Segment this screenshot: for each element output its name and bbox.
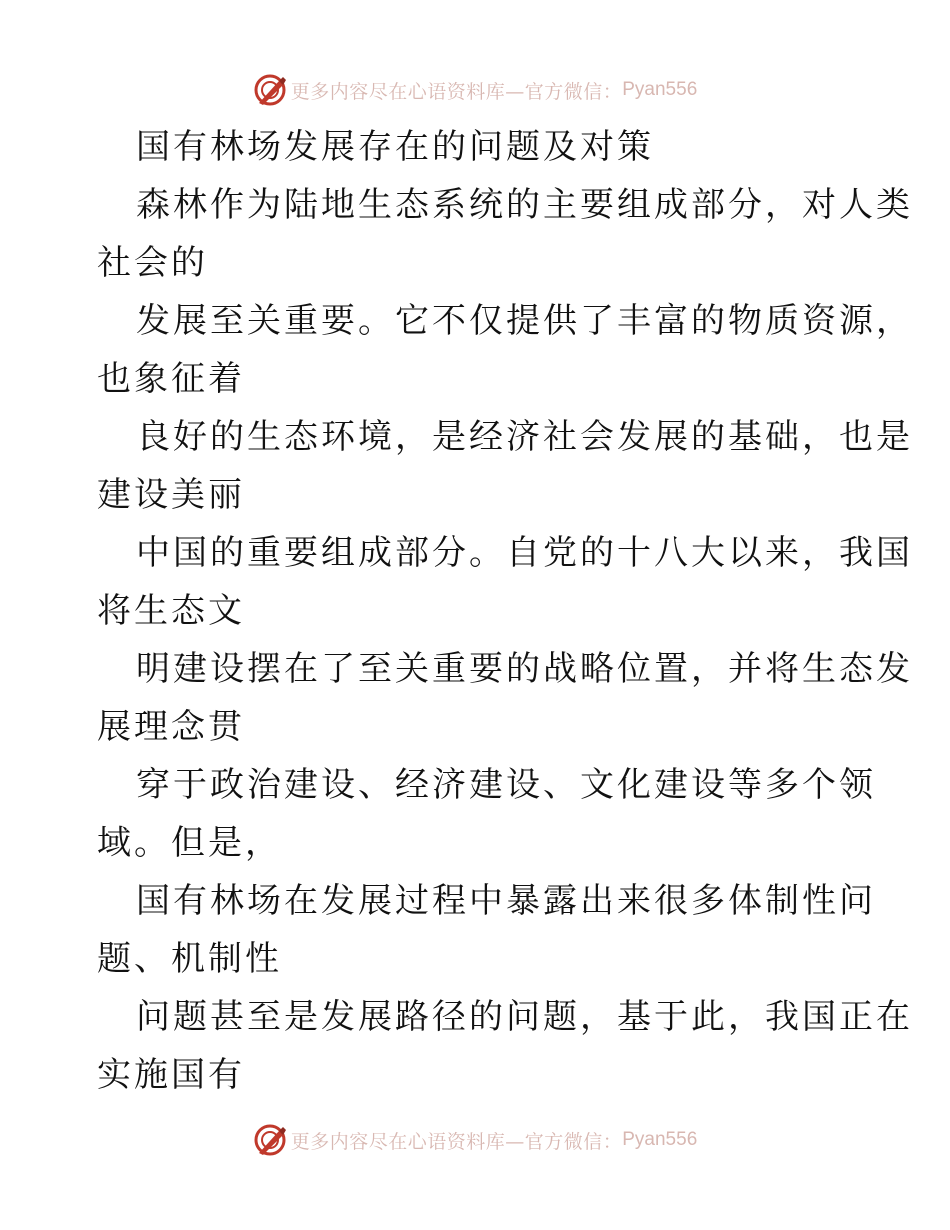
red-pen-logo-icon	[253, 73, 287, 107]
text-line: 穿于政治建设、经济建设、文化建设等多个领	[136, 765, 876, 805]
text-line: 社会的	[97, 243, 208, 283]
text-line: 实施国有	[97, 1055, 245, 1095]
text-line: 题、机制性	[97, 939, 282, 979]
banner-wechat-id: Pyan556	[622, 79, 698, 100]
banner-text: 更多内容尽在心语资料库—官方微信：	[290, 1130, 623, 1153]
text-line: 域。但是，	[97, 823, 282, 863]
text-line: 明建设摆在了至关重要的战略位置，并将生态发	[136, 649, 913, 689]
text-line: 中国的重要组成部分。自党的十八大以来，我国	[136, 533, 913, 573]
text-line: 良好的生态环境，是经济社会发展的基础，也是	[136, 417, 913, 457]
text-line: 展理念贯	[97, 707, 245, 747]
text-line: 国有林场在发展过程中暴露出来很多体制性问	[136, 881, 876, 921]
banner-text: 更多内容尽在心语资料库—官方微信：	[290, 80, 623, 103]
banner-wechat-id: Pyan556	[622, 1129, 698, 1150]
document-body	[97, 118, 913, 1104]
text-line: 也象征着	[97, 359, 245, 399]
text-line: 问题甚至是发展路径的问题，基于此，我国正在	[136, 997, 913, 1037]
text-line: 将生态文	[97, 591, 245, 631]
header-banner	[0, 70, 950, 110]
text-line: 森林作为陆地生态系统的主要组成部分，对人类	[136, 185, 913, 225]
document-title: 国有林场发展存在的问题及对策	[136, 127, 654, 167]
text-line: 建设美丽	[97, 475, 245, 515]
red-pen-logo-icon	[253, 1123, 287, 1157]
text-line: 发展至关重要。它不仅提供了丰富的物质资源，	[136, 301, 913, 341]
footer-banner	[0, 1120, 950, 1160]
